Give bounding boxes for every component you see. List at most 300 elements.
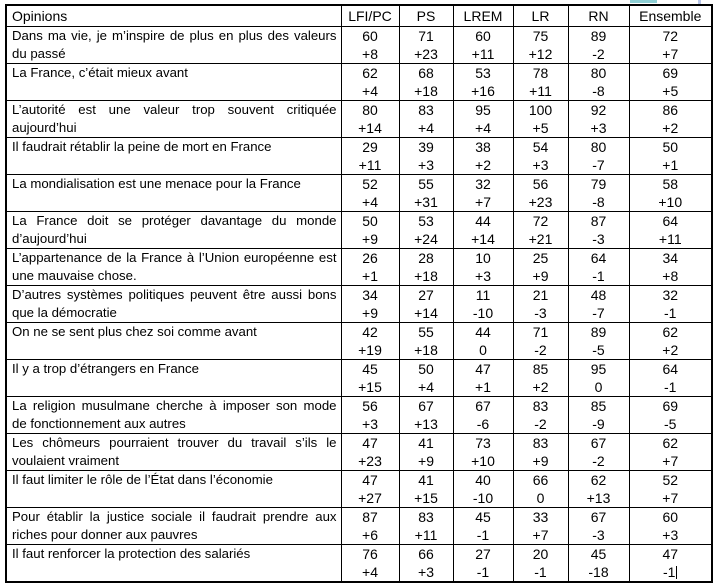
percentage-value: 87 [362, 509, 378, 525]
opinion-cell[interactable]: Pour établir la justice sociale il faudrait prendre aux riches pour donner aux pauvres [6, 508, 341, 545]
value-cell[interactable] [568, 27, 629, 64]
value-cell[interactable] [568, 101, 629, 138]
delta-text: +7 [662, 46, 679, 62]
delta-text: -3 [592, 231, 605, 247]
value-cell[interactable] [629, 249, 712, 286]
percentage-value: 80 [362, 102, 378, 118]
percentage-value: 34 [662, 250, 679, 266]
percentage-value: 47 [362, 435, 378, 451]
percentage-value: 64 [662, 361, 679, 377]
table-row [6, 545, 712, 583]
delta-value [454, 119, 513, 137]
delta-text: +8 [662, 268, 679, 284]
column-header-lr[interactable]: LR [513, 5, 568, 27]
delta-value [569, 526, 629, 544]
delta-text: +11 [414, 527, 438, 543]
value-cell[interactable] [568, 545, 629, 583]
delta-text: 0 [594, 379, 603, 395]
value-cell[interactable] [513, 360, 568, 397]
opinion-cell[interactable]: Dans ma vie, je m’inspire de plus en plus des valeurs du passé [6, 27, 341, 64]
percentage-value: 56 [532, 176, 549, 192]
value-cell[interactable] [453, 286, 513, 323]
delta-value [454, 267, 513, 285]
delta-text: -10 [472, 305, 494, 321]
percentage-value: 34 [362, 287, 378, 303]
delta-value [400, 267, 453, 285]
value-cell[interactable] [453, 508, 513, 545]
percentage-value: 40 [475, 472, 491, 488]
delta-value [454, 193, 513, 211]
value-cell[interactable] [568, 471, 629, 508]
value-cell[interactable] [453, 323, 513, 360]
opinion-cell[interactable]: Il faut renforcer la protection des salariés [6, 545, 341, 583]
percentage-value: 78 [532, 65, 549, 81]
percentage-value: 67 [475, 398, 491, 414]
value-cell[interactable] [453, 212, 513, 249]
delta-value [514, 82, 568, 100]
opinion-cell[interactable]: Il faut limiter le rôle de l’État dans l’économie [6, 471, 341, 508]
delta-text: +10 [471, 453, 495, 469]
delta-value [342, 156, 399, 174]
value-cell[interactable] [341, 64, 399, 101]
screen-artifact-teal [630, 0, 657, 3]
value-cell[interactable] [513, 101, 568, 138]
delta-text: +19 [358, 342, 382, 358]
value-cell[interactable] [399, 175, 453, 212]
opinion-cell[interactable]: Il faudrait rétablir la peine de mort en France [6, 138, 341, 175]
percentage-value: 55 [418, 176, 434, 192]
value-cell[interactable] [399, 471, 453, 508]
value-cell[interactable] [453, 360, 513, 397]
delta-value [569, 45, 629, 63]
opinion-cell[interactable]: On ne se sent plus chez soi comme avant [6, 323, 341, 360]
delta-value [342, 489, 399, 507]
delta-value [569, 378, 629, 396]
percentage-value: 55 [418, 324, 434, 340]
text-cursor [676, 566, 677, 579]
delta-value [569, 304, 629, 322]
value-cell[interactable] [341, 545, 399, 583]
delta-value [454, 45, 513, 63]
percentage-value: 53 [418, 213, 434, 229]
delta-text: +2 [662, 120, 679, 136]
value-cell[interactable] [341, 397, 399, 434]
delta-value [342, 193, 399, 211]
value-cell[interactable] [453, 249, 513, 286]
percentage-value: 33 [532, 509, 549, 525]
value-cell[interactable] [568, 360, 629, 397]
value-cell[interactable] [341, 249, 399, 286]
delta-value [514, 45, 568, 63]
value-cell[interactable] [629, 27, 712, 64]
percentage-value: 47 [362, 472, 378, 488]
value-cell[interactable] [399, 212, 453, 249]
value-cell[interactable] [568, 249, 629, 286]
percentage-value: 64 [662, 213, 679, 229]
value-cell[interactable] [399, 397, 453, 434]
percentage-value: 71 [532, 324, 549, 340]
delta-text: +7 [532, 527, 549, 543]
percentage-value: 53 [475, 65, 491, 81]
opinion-cell[interactable]: D’autres systèmes politiques peuvent être aussi bons que la démocratie [6, 286, 341, 323]
delta-value [454, 526, 513, 544]
value-cell[interactable] [629, 360, 712, 397]
delta-value [454, 82, 513, 100]
percentage-value: 71 [418, 28, 434, 44]
delta-value [514, 489, 568, 507]
percentage-value: 72 [662, 28, 679, 44]
value-cell[interactable] [513, 286, 568, 323]
value-cell[interactable] [568, 212, 629, 249]
value-cell[interactable] [453, 27, 513, 64]
delta-value [630, 526, 712, 544]
percentage-value: 83 [418, 102, 434, 118]
column-header-lrem[interactable]: LREM [453, 5, 513, 27]
delta-text: +5 [532, 120, 549, 136]
delta-value [454, 378, 513, 396]
delta-value [569, 563, 629, 581]
delta-text: -10 [472, 490, 494, 506]
percentage-value: 80 [590, 139, 607, 155]
delta-text: +4 [418, 379, 434, 395]
delta-text: +14 [358, 120, 382, 136]
value-cell[interactable] [629, 101, 712, 138]
percentage-value: 32 [662, 287, 679, 303]
percentage-value: 60 [475, 28, 491, 44]
delta-text: -1 [476, 564, 490, 580]
percentage-value: 21 [532, 287, 549, 303]
delta-value [514, 415, 568, 433]
value-cell[interactable] [629, 138, 712, 175]
value-cell[interactable] [568, 138, 629, 175]
opinion-cell[interactable]: La France doit se protéger davantage du monde d’aujourd’hui [6, 212, 341, 249]
value-cell[interactable] [399, 508, 453, 545]
percentage-value: 62 [362, 65, 378, 81]
percentage-value: 45 [362, 361, 378, 377]
percentage-value: 25 [532, 250, 549, 266]
delta-value [342, 82, 399, 100]
delta-value [630, 341, 712, 359]
column-header-ensemble[interactable]: Ensemble [629, 5, 712, 27]
value-cell[interactable] [453, 545, 513, 583]
value-cell[interactable] [453, 64, 513, 101]
percentage-value: 42 [362, 324, 378, 340]
column-header-lfi-pc[interactable]: LFI/PC [341, 5, 399, 27]
value-cell[interactable] [399, 286, 453, 323]
delta-text: -3 [592, 527, 605, 543]
delta-text: +18 [414, 83, 438, 99]
delta-text: +9 [532, 268, 549, 284]
percentage-value: 56 [362, 398, 378, 414]
value-cell[interactable] [513, 27, 568, 64]
value-cell[interactable] [399, 27, 453, 64]
value-cell[interactable] [341, 360, 399, 397]
table-row [6, 138, 712, 175]
value-cell[interactable] [629, 175, 712, 212]
delta-value [514, 267, 568, 285]
opinion-cell[interactable]: La France, c’était mieux avant [6, 64, 341, 101]
value-cell[interactable] [568, 64, 629, 101]
delta-text: +11 [529, 83, 552, 99]
percentage-value: 72 [532, 213, 549, 229]
value-cell[interactable] [513, 434, 568, 471]
value-cell[interactable] [399, 138, 453, 175]
value-cell[interactable] [629, 397, 712, 434]
opinion-cell[interactable]: L’appartenance de la France à l’Union européenne est une mauvaise chose. [6, 249, 341, 286]
value-cell[interactable] [629, 212, 712, 249]
value-cell[interactable] [341, 212, 399, 249]
delta-value [569, 489, 629, 507]
value-cell[interactable] [629, 508, 712, 545]
delta-value [454, 230, 513, 248]
percentage-value: 48 [590, 287, 607, 303]
value-cell[interactable] [568, 323, 629, 360]
opinions-table-wrapper [5, 4, 713, 583]
delta-value [400, 119, 453, 137]
delta-text: -5 [592, 342, 605, 358]
delta-text: +1 [475, 379, 491, 395]
value-cell[interactable] [341, 434, 399, 471]
percentage-value: 10 [475, 250, 491, 266]
value-cell[interactable] [513, 508, 568, 545]
percentage-value: 60 [362, 28, 378, 44]
percentage-value: 47 [475, 361, 491, 377]
percentage-value: 58 [662, 176, 679, 192]
percentage-value: 62 [662, 324, 679, 340]
delta-text: -1 [663, 564, 676, 580]
percentage-value: 89 [590, 324, 607, 340]
delta-value [630, 267, 712, 285]
column-header-opinions[interactable]: Opinions [6, 5, 341, 27]
delta-text: +3 [590, 120, 607, 136]
delta-text: -7 [592, 305, 605, 321]
value-cell[interactable] [341, 27, 399, 64]
value-cell[interactable] [399, 323, 453, 360]
value-cell[interactable] [453, 434, 513, 471]
percentage-value: 27 [418, 287, 434, 303]
percentage-value: 68 [418, 65, 434, 81]
value-cell[interactable] [399, 434, 453, 471]
value-cell[interactable] [513, 138, 568, 175]
delta-value [569, 193, 629, 211]
delta-value [400, 378, 453, 396]
value-cell[interactable] [453, 397, 513, 434]
delta-text: +8 [362, 46, 378, 62]
percentage-value: 29 [362, 139, 378, 155]
percentage-value: 44 [475, 324, 491, 340]
value-cell[interactable] [341, 471, 399, 508]
percentage-value: 11 [475, 287, 491, 303]
value-cell[interactable] [399, 360, 453, 397]
delta-value [400, 82, 453, 100]
value-cell[interactable] [453, 138, 513, 175]
delta-text: +4 [362, 564, 378, 580]
delta-text: -1 [664, 379, 677, 395]
value-cell[interactable] [341, 286, 399, 323]
value-cell[interactable] [341, 323, 399, 360]
delta-value [400, 45, 453, 63]
delta-value [514, 156, 568, 174]
delta-value [342, 526, 399, 544]
delta-text: -18 [588, 564, 609, 580]
percentage-value: 100 [528, 102, 553, 118]
table-row [6, 508, 712, 545]
delta-value [454, 563, 513, 581]
delta-text: -9 [592, 416, 605, 432]
table-row [6, 212, 712, 249]
table-row [6, 286, 712, 323]
delta-text: +12 [528, 46, 553, 62]
delta-text: 0 [536, 490, 545, 506]
delta-text: +3 [475, 268, 491, 284]
delta-value [630, 489, 712, 507]
delta-text: +14 [471, 231, 495, 247]
value-cell[interactable] [629, 286, 712, 323]
percentage-value: 32 [475, 176, 491, 192]
percentage-value: 26 [362, 250, 378, 266]
percentage-value: 50 [662, 139, 679, 155]
delta-text: -7 [592, 157, 605, 173]
percentage-value: 66 [418, 546, 434, 562]
percentage-value: 86 [662, 102, 679, 118]
delta-text: +3 [662, 527, 679, 543]
value-cell[interactable] [568, 397, 629, 434]
delta-text: +21 [528, 231, 553, 247]
value-cell[interactable] [513, 545, 568, 583]
value-cell[interactable] [453, 101, 513, 138]
delta-text: +4 [418, 120, 434, 136]
delta-value [342, 304, 399, 322]
column-header-rn[interactable]: RN [568, 5, 629, 27]
value-cell[interactable] [513, 64, 568, 101]
table-row [6, 249, 712, 286]
delta-text: +23 [528, 194, 553, 210]
delta-value [400, 304, 453, 322]
percentage-value: 62 [662, 435, 679, 451]
value-cell[interactable] [399, 64, 453, 101]
delta-value [400, 415, 453, 433]
delta-value [630, 563, 712, 581]
percentage-value: 89 [590, 28, 607, 44]
percentage-value: 95 [475, 102, 491, 118]
percentage-value: 47 [662, 546, 679, 562]
delta-value [569, 156, 629, 174]
percentage-value: 87 [590, 213, 607, 229]
percentage-value: 73 [475, 435, 491, 451]
column-header-ps[interactable]: PS [399, 5, 453, 27]
value-cell[interactable] [629, 471, 712, 508]
value-cell[interactable] [513, 249, 568, 286]
delta-value [630, 415, 712, 433]
delta-value [569, 267, 629, 285]
delta-text: +2 [532, 379, 549, 395]
value-cell[interactable] [568, 508, 629, 545]
delta-text: +3 [362, 416, 378, 432]
delta-text: -3 [534, 305, 547, 321]
opinion-cell[interactable]: Les chômeurs pourraient trouver du travail s’ils le voulaient vraiment [6, 434, 341, 471]
value-cell[interactable] [513, 175, 568, 212]
value-cell[interactable] [629, 434, 712, 471]
opinion-cell[interactable]: La mondialisation est une menace pour la France [6, 175, 341, 212]
percentage-value: 54 [532, 139, 549, 155]
value-cell[interactable] [568, 286, 629, 323]
delta-value [342, 267, 399, 285]
value-cell[interactable] [341, 138, 399, 175]
delta-text: +4 [362, 83, 378, 99]
delta-value [400, 156, 453, 174]
delta-text: -2 [534, 416, 547, 432]
value-cell[interactable] [453, 471, 513, 508]
value-cell[interactable] [629, 64, 712, 101]
percentage-value: 27 [475, 546, 491, 562]
table-row [6, 397, 712, 434]
value-cell[interactable] [513, 397, 568, 434]
delta-value [569, 230, 629, 248]
table-row [6, 434, 712, 471]
opinion-cell[interactable]: Il y a trop d’étrangers en France [6, 360, 341, 397]
value-cell[interactable] [341, 508, 399, 545]
value-cell[interactable] [629, 545, 712, 583]
delta-value [342, 341, 399, 359]
delta-text: +13 [414, 416, 438, 432]
percentage-value: 52 [362, 176, 378, 192]
opinion-cell[interactable]: L’autorité est une valeur trop souvent critiquée aujourd’hui [6, 101, 341, 138]
delta-text: -1 [476, 527, 490, 543]
delta-text: +1 [662, 157, 679, 173]
delta-value [400, 193, 453, 211]
delta-text: +5 [662, 83, 679, 99]
value-cell[interactable] [399, 101, 453, 138]
value-cell[interactable] [513, 471, 568, 508]
delta-text: +13 [586, 490, 611, 506]
opinion-cell[interactable]: La religion musulmane cherche à imposer son mode de fonctionnement aux autres [6, 397, 341, 434]
delta-value [342, 119, 399, 137]
value-cell[interactable] [568, 175, 629, 212]
value-cell[interactable] [568, 434, 629, 471]
percentage-value: 44 [475, 213, 491, 229]
table-row [6, 27, 712, 64]
value-cell[interactable] [341, 175, 399, 212]
delta-text: -1 [592, 268, 605, 284]
value-cell[interactable] [513, 323, 568, 360]
percentage-value: 67 [590, 435, 607, 451]
delta-value [630, 230, 712, 248]
delta-value [514, 230, 568, 248]
value-cell[interactable] [453, 175, 513, 212]
value-cell[interactable] [399, 249, 453, 286]
value-cell[interactable] [629, 323, 712, 360]
delta-text: +10 [658, 194, 683, 210]
percentage-value: 69 [662, 398, 679, 414]
percentage-value: 85 [590, 398, 607, 414]
delta-value [514, 193, 568, 211]
delta-value [514, 119, 568, 137]
percentage-value: 39 [418, 139, 434, 155]
opinions-table [5, 4, 713, 583]
delta-value [514, 526, 568, 544]
delta-text: -6 [476, 416, 490, 432]
delta-value [454, 304, 513, 322]
delta-text: +24 [414, 231, 438, 247]
value-cell[interactable] [513, 212, 568, 249]
delta-text: +11 [358, 157, 382, 173]
value-cell[interactable] [341, 101, 399, 138]
delta-text: +31 [414, 194, 438, 210]
delta-value [569, 452, 629, 470]
value-cell[interactable] [399, 545, 453, 583]
percentage-value: 69 [662, 65, 679, 81]
delta-text: +11 [471, 46, 495, 62]
